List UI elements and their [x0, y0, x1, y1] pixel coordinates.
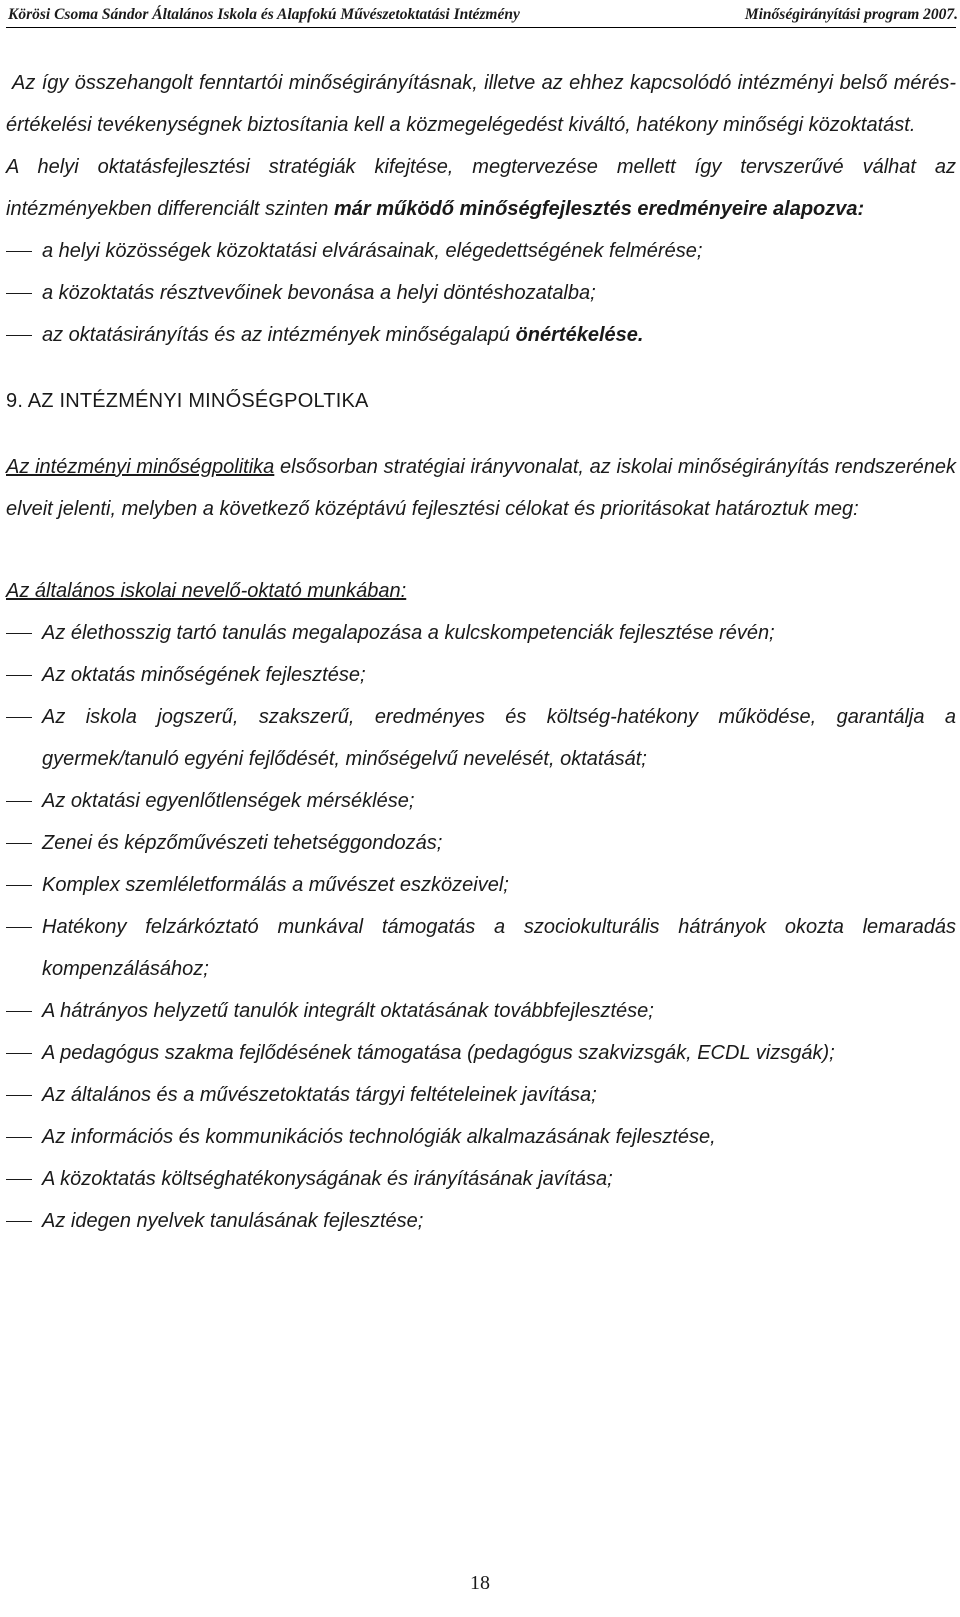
list-item	[6, 314, 956, 356]
dash-bullet-icon	[6, 801, 32, 802]
list-item-text: Az általános és a művészetoktatás tárgyi feltételeinek javítása;	[42, 1084, 597, 1106]
list-item-text: Zenei és képzőművészeti tehetséggondozás;	[42, 832, 443, 854]
spacer	[6, 356, 956, 380]
header-divider	[6, 27, 956, 28]
dash-bullet-icon	[6, 1221, 32, 1222]
list-item-text: A hátrányos helyzetű tanulók integrált oktatásának továbbfejlesztése;	[42, 1000, 654, 1022]
policy-text: elsősorban stratégiai irányvonalat, az iskolai minőségirányítás rendszerének elveit jelenti, melyben a következő középtávú fejlesztési célokat és prioritásokat határoztuk meg:	[6, 456, 956, 520]
goals-list	[6, 612, 956, 1242]
dash-bullet-icon	[6, 251, 32, 252]
intro-bullet-list	[6, 230, 956, 356]
list-item-text: a közoktatás résztvevőinek bevonása a helyi döntéshozatalba;	[42, 282, 596, 304]
list-item	[6, 1116, 956, 1158]
list-item	[6, 780, 956, 822]
dash-bullet-icon	[6, 335, 32, 336]
list-item-text: Hatékony felzárkóztató munkával támogatás a szociokulturális hátrányok okozta lemaradás kompenzálásához;	[42, 916, 956, 980]
subheading: Az általános iskolai nevelő-oktató munkában:	[6, 580, 407, 602]
dash-bullet-icon	[6, 1011, 32, 1012]
dash-bullet-icon	[6, 885, 32, 886]
list-item	[6, 654, 956, 696]
list-item-text: Az oktatási egyenlőtlenségek mérséklése;	[42, 790, 415, 812]
dash-bullet-icon	[6, 633, 32, 634]
header-program-title: Minőségirányítási program 2007.	[744, 6, 958, 23]
list-item	[6, 822, 956, 864]
document-body	[6, 62, 956, 1242]
page-number: 18	[470, 1572, 490, 1594]
dash-bullet-icon	[6, 717, 32, 718]
list-item	[6, 1200, 956, 1242]
list-item-text: Az oktatás minőségének fejlesztése;	[42, 664, 366, 686]
policy-paragraph	[6, 446, 956, 530]
dash-bullet-icon	[6, 1095, 32, 1096]
header-institution: Körösi Csoma Sándor Általános Iskola és Alapfokú Művészetoktatási Intézmény	[8, 6, 520, 23]
dash-bullet-icon	[6, 843, 32, 844]
intro-paragraph-2-bold: már működő minőségfejlesztés eredményeire alapozva:	[333, 198, 865, 220]
intro-paragraph-2	[6, 146, 956, 230]
intro-paragraph-1: Az így összehangolt fenntartói minőségirányításnak, illetve az ehhez kapcsolódó intézményi belső mérés-értékelési tevékenységnek biztosítania kell a közmegelégedést kiváltó, hatékony minőségi közoktatást.	[6, 72, 956, 136]
dash-bullet-icon	[6, 1179, 32, 1180]
list-item	[6, 272, 956, 314]
dash-bullet-icon	[6, 675, 32, 676]
list-item	[6, 230, 956, 272]
spacer	[6, 422, 956, 446]
list-item-text: Az idegen nyelvek tanulásának fejlesztése;	[42, 1210, 424, 1232]
list-item-text: A közoktatás költséghatékonyságának és irányításának javítása;	[42, 1168, 613, 1190]
list-item	[6, 612, 956, 654]
list-item	[6, 1032, 956, 1074]
list-item-text: a helyi közösségek közoktatási elvárásainak, elégedettségének felmérése;	[42, 240, 703, 262]
list-item-bold-text: önértékelése.	[515, 324, 644, 346]
dash-bullet-icon	[6, 293, 32, 294]
list-item	[6, 696, 956, 780]
list-item-text: Az információs és kommunikációs technológiák alkalmazásának fejlesztése,	[42, 1126, 716, 1148]
list-item	[6, 990, 956, 1032]
dash-bullet-icon	[6, 1137, 32, 1138]
list-item-text: A pedagógus szakma fejlődésének támogatása (pedagógus szakvizsgák, ECDL vizsgák);	[42, 1042, 835, 1064]
list-item-text: az oktatásirányítás és az intézmények minőségalapú	[42, 324, 516, 346]
list-item	[6, 864, 956, 906]
section-heading: 9. AZ INTÉZMÉNYI MINŐSÉGPOLTIKA	[6, 390, 369, 412]
list-item	[6, 1074, 956, 1116]
list-item	[6, 906, 956, 990]
list-item-text: Komplex szemléletformálás a művészet eszközeivel;	[42, 874, 509, 896]
list-item	[6, 1158, 956, 1200]
list-item-text: Az iskola jogszerű, szakszerű, eredményes és költség-hatékony működése, garantálja a gyermek/tanuló egyéni fejlődését, minőségelvű nevelését, oktatását;	[42, 706, 956, 770]
list-item-text: Az élethosszig tartó tanulás megalapozása a kulcskompetenciák fejlesztése révén;	[42, 622, 775, 644]
spacer	[6, 530, 956, 570]
dash-bullet-icon	[6, 1053, 32, 1054]
dash-bullet-icon	[6, 927, 32, 928]
intro-paragraph-2-text: A helyi oktatásfejlesztési stratégiák kifejtése, megtervezése mellett így tervszerűvé válhat az intézményekben differenciált szinten	[6, 156, 956, 220]
policy-term: Az intézményi minőségpolitika	[6, 456, 275, 478]
